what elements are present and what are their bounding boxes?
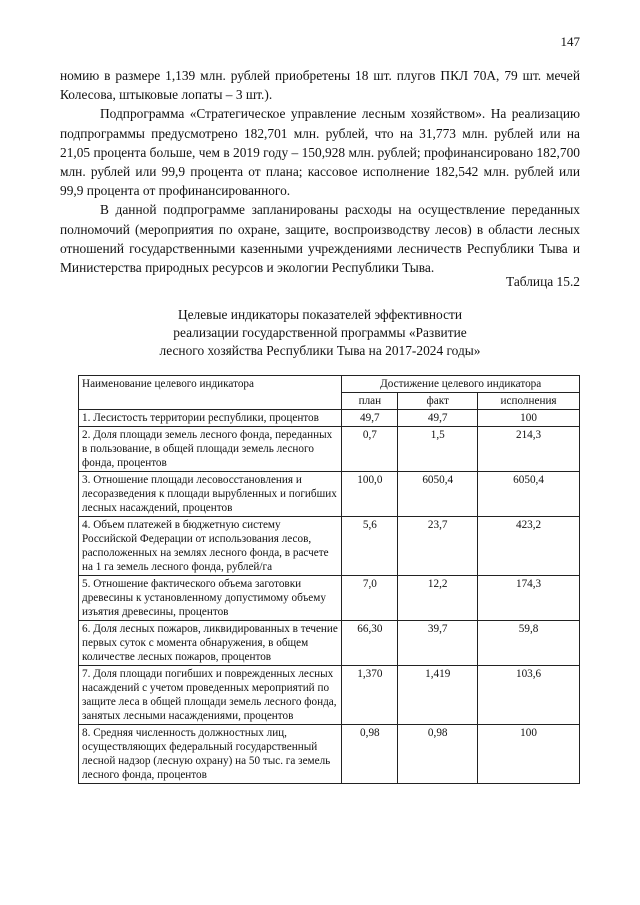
fact-value: 12,2	[398, 576, 478, 621]
plan-value: 7,0	[342, 576, 398, 621]
table-caption: Таблица 15.2	[505, 274, 580, 289]
execution-value: 423,2	[478, 517, 580, 576]
fact-value: 1,419	[398, 666, 478, 725]
plan-value: 0,98	[342, 725, 398, 784]
execution-value: 59,8	[478, 621, 580, 666]
plan-value: 0,7	[342, 427, 398, 472]
indicator-name: 1. Лесистость территории республики, процентов	[79, 410, 342, 427]
header-plan: план	[342, 393, 398, 410]
fact-value: 6050,4	[398, 472, 478, 517]
indicator-name: 7. Доля площади погибших и поврежденных лесных насаждений с учетом проведенных мероприятий по защите леса в общей площади земель лесного фонда, занятых лесными насаждениями, процентов	[79, 666, 342, 725]
table-title-line-2: реализации государственной программы «Развитие	[173, 325, 467, 340]
indicator-name: 5. Отношение фактического объема заготовки древесины к установленному допустимому объему изъятия древесины, процентов	[79, 576, 342, 621]
table-title-line-1: Целевые индикаторы показателей эффективности	[177, 307, 463, 322]
table-row	[79, 472, 580, 517]
fact-value: 23,7	[398, 517, 478, 576]
execution-value: 100	[478, 725, 580, 784]
fact-value: 39,7	[398, 621, 478, 666]
fact-value: 0,98	[398, 725, 478, 784]
table-row	[79, 517, 580, 576]
table-row	[79, 621, 580, 666]
execution-value: 103,6	[478, 666, 580, 725]
body-text	[60, 66, 580, 277]
header-execution: исполнения	[478, 393, 580, 410]
indicator-name: 4. Объем платежей в бюджетную систему Российской Федерации от использования лесов, расположенных на землях лесного фонда, в расчете на 1 га земель лесного фонда, рублей/га	[79, 517, 342, 576]
table-row	[79, 427, 580, 472]
header-fact: факт	[398, 393, 478, 410]
execution-value: 174,3	[478, 576, 580, 621]
indicators-table	[78, 375, 580, 784]
paragraph-1: номию в размере 1,139 млн. рублей приобретены 18 шт. плугов ПКЛ 70А, 79 шт. мечей Колесова, штыковые лопаты – 3 шт.).	[60, 68, 580, 103]
fact-value: 49,7	[398, 410, 478, 427]
header-achievement: Достижение целевого индикатора	[342, 376, 580, 393]
table-row	[79, 725, 580, 784]
table-title-line-3: лесного хозяйства Республики Тыва на 2017-2024 годы»	[159, 343, 481, 358]
plan-value: 100,0	[342, 472, 398, 517]
plan-value: 1,370	[342, 666, 398, 725]
table-row	[79, 576, 580, 621]
page-number: 147	[560, 34, 580, 49]
plan-value: 49,7	[342, 410, 398, 427]
indicator-name: 8. Средняя численность должностных лиц, осуществляющих федеральный государственный лесной надзор (лесную охрану) на 50 тыс. га земель лесного фонда, процентов	[79, 725, 342, 784]
indicator-name: 6. Доля лесных пожаров, ликвидированных в течение первых суток с момента обнаружения, в общем количестве лесных пожаров, процентов	[79, 621, 342, 666]
paragraph-3: В данной подпрограмме запланированы расходы на осуществление переданных полномочий (мероприятия по охране, защите, воспроизводству лесов) в области лесных отношений государственными казенными учреждениями лесничеств Республики Тыва и Министерства природных ресурсов и экологии Республики Тыва.	[60, 202, 580, 276]
execution-value: 100	[478, 410, 580, 427]
indicator-name: 3. Отношение площади лесовосстановления и лесоразведения к площади вырубленных и погибших лесных насаждений, процентов	[79, 472, 342, 517]
execution-value: 6050,4	[478, 472, 580, 517]
plan-value: 66,30	[342, 621, 398, 666]
paragraph-2: Подпрограмма «Стратегическое управление лесным хозяйством». На реализацию подпрограммы предусмотрено 182,701 млн. рублей, что на 31,773 млн. рублей или на 21,05 процента больше, чем в 2019 году – 150,928 млн. рублей; профинансировано 182,700 млн. рублей или 99,9 процента от плана; кассовое исполнение 182,542 млн. рублей или 99,9 процента от профинансированного.	[60, 106, 580, 199]
fact-value: 1,5	[398, 427, 478, 472]
header-indicator-name: Наименование целевого индикатора	[79, 376, 342, 410]
execution-value: 214,3	[478, 427, 580, 472]
plan-value: 5,6	[342, 517, 398, 576]
table-row	[79, 410, 580, 427]
table-row	[79, 666, 580, 725]
table-title	[60, 306, 580, 360]
indicator-name: 2. Доля площади земель лесного фонда, переданных в пользование, в общей площади земель лесного фонда, процентов	[79, 427, 342, 472]
